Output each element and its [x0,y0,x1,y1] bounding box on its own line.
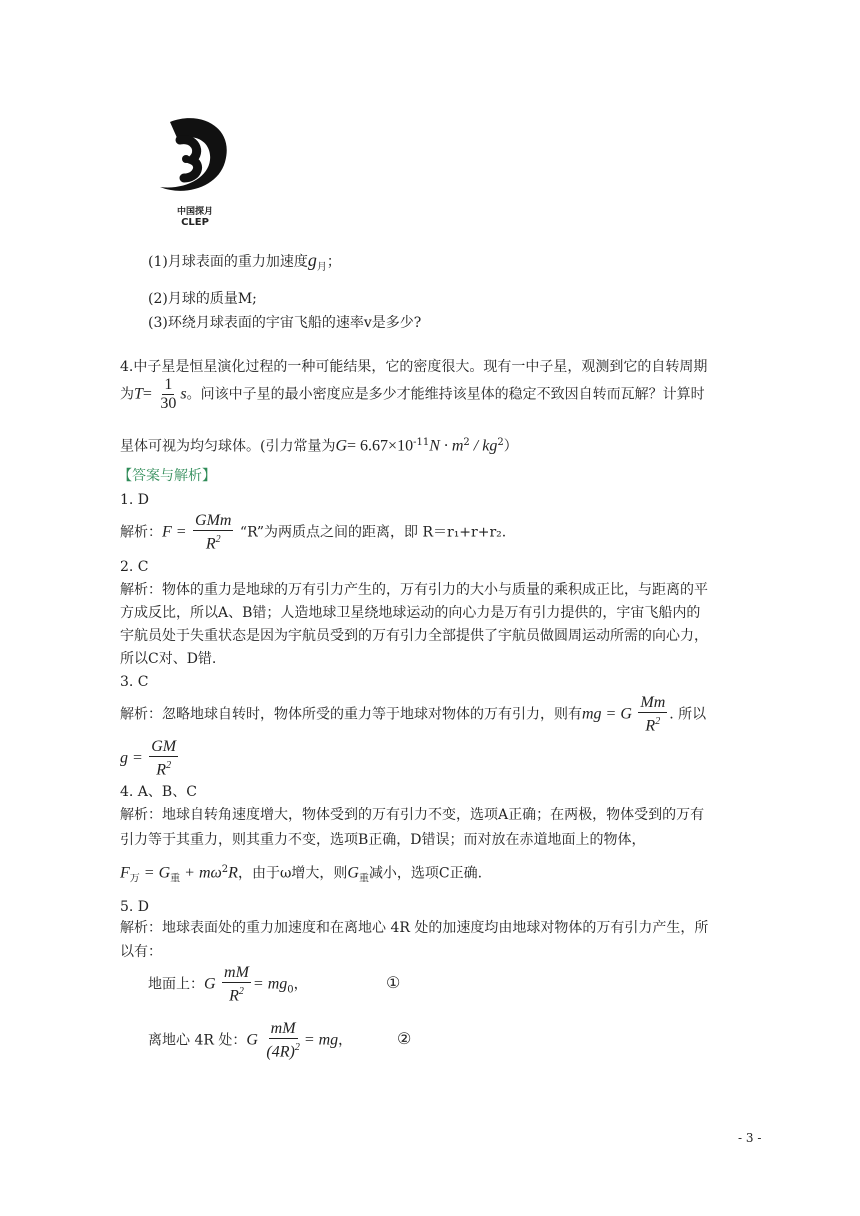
answer-2: 2. C [120,559,149,575]
answer-2-explain-1: 解析：物体的重力是地球的万有引力产生的，万有引力的大小与质量的乘积成正比，与距离的平 [120,582,708,598]
equation-2-tag: ② [397,1029,412,1048]
answer-4-explain-2: 引力等于其重力，则其重力不变，选项B正确，D错误；而对放在赤道地面上的物体， [120,832,646,848]
answer-1: 1. D [120,492,150,508]
answer-2-explain-4: 所以C对、D错. [120,651,217,667]
logo-en: CLEP [181,217,209,228]
answer-4-explain-1: 解析：地球自转角速度增大，物体受到的万有引力不变，选项A正确；在两极，物体受到的万有 [120,807,705,823]
q3-part2: (2)月球的质量M; [148,291,257,307]
q4-line3: 星体可视为均匀球体。(引力常量为$G= 6.67\times 10^{-11}N \cdot m^2 / kg^2$） [120,437,518,455]
answer-5: 5. D [120,899,150,915]
q4-line1: 4.中子星是恒星演化过程的一种可能结果，它的密度很大。现有一中子星，观测到它的自转周期 [120,359,708,375]
answer-2-explain-3: 宇航员处于失重状态是因为宇航员受到的万有引力全部提供了宇航员做圆周运动所需的向心力， [120,628,708,644]
page-number: - 3 - [738,1131,762,1145]
answer-3: 3. C [120,674,149,690]
q3-part1: (1)月球表面的重力加速度$g_月$； [148,250,341,273]
answer-5-explain-2: 以有： [120,944,162,960]
equation-2: 离地心 4R 处：G $\frac{mM}{(4R)^2}$ = mg， [148,1020,353,1061]
q4-line2: 为T= $\frac{1}{30}$ s。问该中子星的最小密度应是多少才能维持该星体的稳定不致因自转而瓦解？计算时 [120,376,705,412]
answer-4: 4. A、B、C [120,784,197,800]
clep-logo [150,112,240,232]
answer-3-formula: g = $\frac{GM}{R^2}$ [120,738,177,779]
answer-1-explain: 解析：F = $\frac{\text{GMm}}{R^2}$ “R”为两质点之间的距离，即 R＝r₁+r+r₂. [120,512,507,553]
answer-3-explain: 解析：忽略地球自转时，物体所受的重力等于地球对物体的万有引力，则有mg = G $\frac{Mm}{R^2}$ . 所以 [120,694,707,735]
equation-1-tag: ① [386,973,401,992]
equation-1: 地面上：G $\frac{mM}{R^2}$ = $mg_0$， [148,964,308,1005]
q3-part3: (3)环绕月球表面的宇宙飞船的速率v是多少? [148,315,422,331]
answer-2-explain-2: 方成反比，所以A、B错；人造地球卫星绕地球运动的向心力是万有引力提供的，宇宙飞船内的 [120,605,701,621]
moon-logo-icon [150,112,240,202]
logo-cn: 中国探月 [176,207,213,217]
answers-heading: 【答案与解析】 [118,468,216,484]
answer-5-explain-1: 解析：地球表面处的重力加速度和在离地心 4R 处的加速度均由地球对物体的万有引力产生，所 [120,920,709,936]
answer-4-formula: $F_万 = G_重 + m\omega^2R$，由于ω增大，则$G_重$减小，选项C正确. [120,864,483,885]
